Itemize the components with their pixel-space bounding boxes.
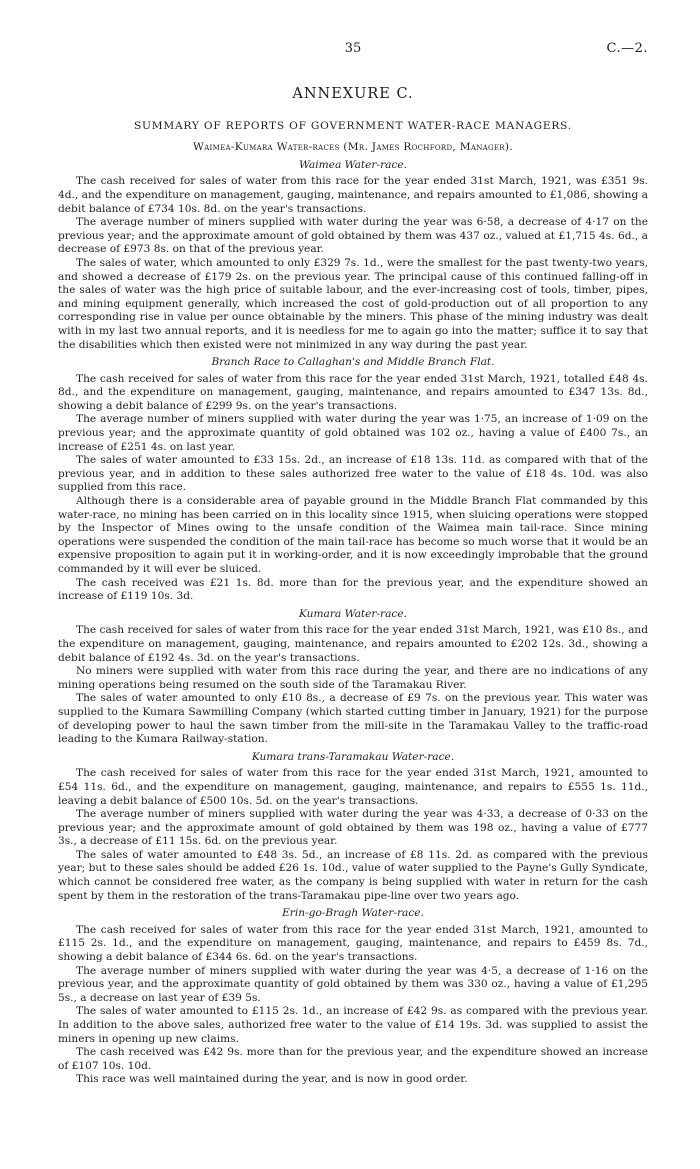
annexure-title: ANNEXURE C. bbox=[292, 86, 414, 102]
paragraph: The cash received for sales of water from this race for the year ended 31st March, 1921, was £10 8s., and the expenditure on management, gauging, maintenance, and repairs amounted to £202 12s. 3d., showing a debit balance of £192 4s. 3d. on the year's transactions. bbox=[58, 624, 648, 664]
paragraph: The average number of miners supplied with water during the year was 1·75, an increase of 1·09 on the previous year; and the approximate quantity of gold obtained was 102 oz., having a value of £400 7s., an increase of £251 4s. on last year. bbox=[58, 413, 648, 453]
paragraph: This race was well maintained during the year, and is now in good order. bbox=[76, 1073, 468, 1086]
paragraph: The cash received for sales of water from this race for the year ended 31st March, 1921, totalled £48 4s. 8d., and the expenditure on management, gauging, maintenance, and repairs amounted to £347 13s. 8d., showing a debit balance of £299 9s. on the year's transactions. bbox=[58, 372, 648, 412]
section-title: Kumara trans-Taramakau Water-race. bbox=[251, 750, 455, 763]
paragraph: The average number of miners supplied with water during the year was 4·5, a decrease of 1·16 on the previous year, and the approximate quantity of gold obtained by them was 330 oz., having a value of £1,295 5s., a decrease on last year of £39 5s. bbox=[58, 964, 648, 1004]
page-number: 35 bbox=[344, 41, 362, 56]
section-title: Branch Race to Callaghan's and Middle Branch Flat. bbox=[211, 356, 495, 369]
paragraph: Although there is a considerable area of payable ground in the Middle Branch Flat commanded by this water-race, no mining has been carried on in this locality since 1915, when sluicing operations were stopped by the Inspector of Mines owing to the unsafe condition of the Waimea main tail-race. Since mining operations were suspended the condition of the main tail-race has become so much worse that it would be an expensive proposition to again put it in working-order, and it is now exceedingly improbable that the ground commanded by it will ever be sluiced. bbox=[58, 495, 648, 575]
paragraph: The cash received was £21 1s. 8d. more than for the previous year, and the expenditure showed an increase of £119 10s. 3d. bbox=[58, 576, 648, 603]
paragraph: The sales of water amounted to only £10 8s., a decrease of £9 7s. on the previous year. This water was supplied to the Kumara Sawmilling Company (which started cutting timber in January, 1921) for the purpose of developing power to haul the sawn timber from the mill-site in the Taramakau Valley to the traffic-road leading to the Kumara Railway-station. bbox=[58, 692, 648, 746]
running-header bbox=[58, 42, 648, 62]
section-kumara bbox=[58, 608, 648, 747]
paragraph: The cash received for sales of water from this race for the year ended 31st March, 1921, amounted to £115 2s. 1d., and the expenditure on management, gauging, maintenance, and repairs to £459 8s. 7d., showing a debit balance of £344 6s. 6d. on the year's transactions. bbox=[58, 923, 648, 964]
summary-title: SUMMARY OF REPORTS OF GOVERNMENT WATER-RACE MANAGERS. bbox=[133, 119, 573, 132]
paragraph: The cash received for sales of water from this race for the year ended 31st March, 1921, was £351 9s. 4d., and the expenditure on management, gauging, maintenance, and repairs amounted to £1,086, showing a debit balance of £734 10s. 8d. on the year's transactions. bbox=[58, 175, 648, 215]
section-branch-race bbox=[58, 356, 648, 604]
paragraph: The sales of water amounted to £33 15s. 2d., an increase of £18 13s. 11d. as compared with that of the previous year, and in addition to these sales authorized free water to the value of £18 4s. 10d. was also supplied from this race. bbox=[58, 454, 648, 494]
section-title: Waimea Water-race. bbox=[298, 158, 408, 171]
section-kumara-trans-taramakau bbox=[58, 751, 648, 904]
paragraph: The average number of miners supplied with water during the year was 6·58, a decrease of 4·17 on the previous year; and the approximate amount of gold obtained by them was 437 oz., valued at £1,715 4s. 6d., a decrease of £973 8s. on that of the previous year. bbox=[58, 216, 648, 256]
paragraph: The sales of water amounted to £48 3s. 5d., an increase of £8 11s. 2d. as compared with the previous year; but to these sales should be added £26 1s. 10d., value of water supplied to the Payne's Gully Syndicate, which cannot be considered free water, as the company is being supplied with water in return for the cash spent by them in the restoration of the trans-Taramakau pipe-line over two years ago. bbox=[58, 848, 648, 902]
paragraph: The sales of water amounted to £115 2s. 1d., an increase of £42 9s. as compared with the previous year. In addition to the above sales, authorized free water to the value of £14 19s. 3d. was supplied to assist the miners in opening up new claims. bbox=[58, 1005, 648, 1045]
sheet-id: C.—2. bbox=[606, 41, 648, 56]
section-erin-go-bragh bbox=[58, 907, 648, 1087]
subheading: Waimea-Kumara Water-races (Mr. James Rochford, Manager). bbox=[193, 141, 513, 154]
section-title: Erin-go-Bragh Water-race. bbox=[282, 907, 424, 920]
paragraph: The cash received was £42 9s. more than for the previous year, and the expenditure showed an increase of £107 10s. 10d. bbox=[58, 1046, 648, 1072]
section-waimea bbox=[58, 159, 648, 352]
section-title: Kumara Water-race. bbox=[298, 607, 408, 620]
paragraph: The cash received for sales of water from this race for the year ended 31st March, 1921, amounted to £54 11s. 6d., and the expenditure on management, gauging, maintenance, and repairs to £555 1s. 11d., leaving a debit balance of £500 10s. 5d. on the year's transactions. bbox=[58, 767, 648, 807]
paragraph: No miners were supplied with water from this race during the year, and there are no indications of any mining operations being resumed on the south side of the Taramakau River. bbox=[58, 665, 648, 691]
paragraph: The average number of miners supplied with water during the year was 4·33, a decrease of 0·33 on the previous year; and the approximate amount of gold obtained by them was 198 oz., having a value of £777 3s., a decrease of £11 15s. 6d. on the previous year. bbox=[58, 808, 648, 848]
paragraph: The sales of water, which amounted to only £329 7s. 1d., were the smallest for the past twenty-two years, and showed a decrease of £179 2s. on the previous year. The principal cause of this continued falling-off in the sales of water was the high price of suitable labour, and the ever-increasing cost of tools, timber, pipes, and mining equipment generally, which increased the cost of gold-production out of all proportion to any corresponding rise in value per ounce obtainable by the miners. This phase of the mining industry was dealt with in my last two annual reports, and it is needless for me to again go into the matter; suffice it to say that the disabilities which then existed were not minimized in any way during the past year. bbox=[58, 256, 648, 351]
